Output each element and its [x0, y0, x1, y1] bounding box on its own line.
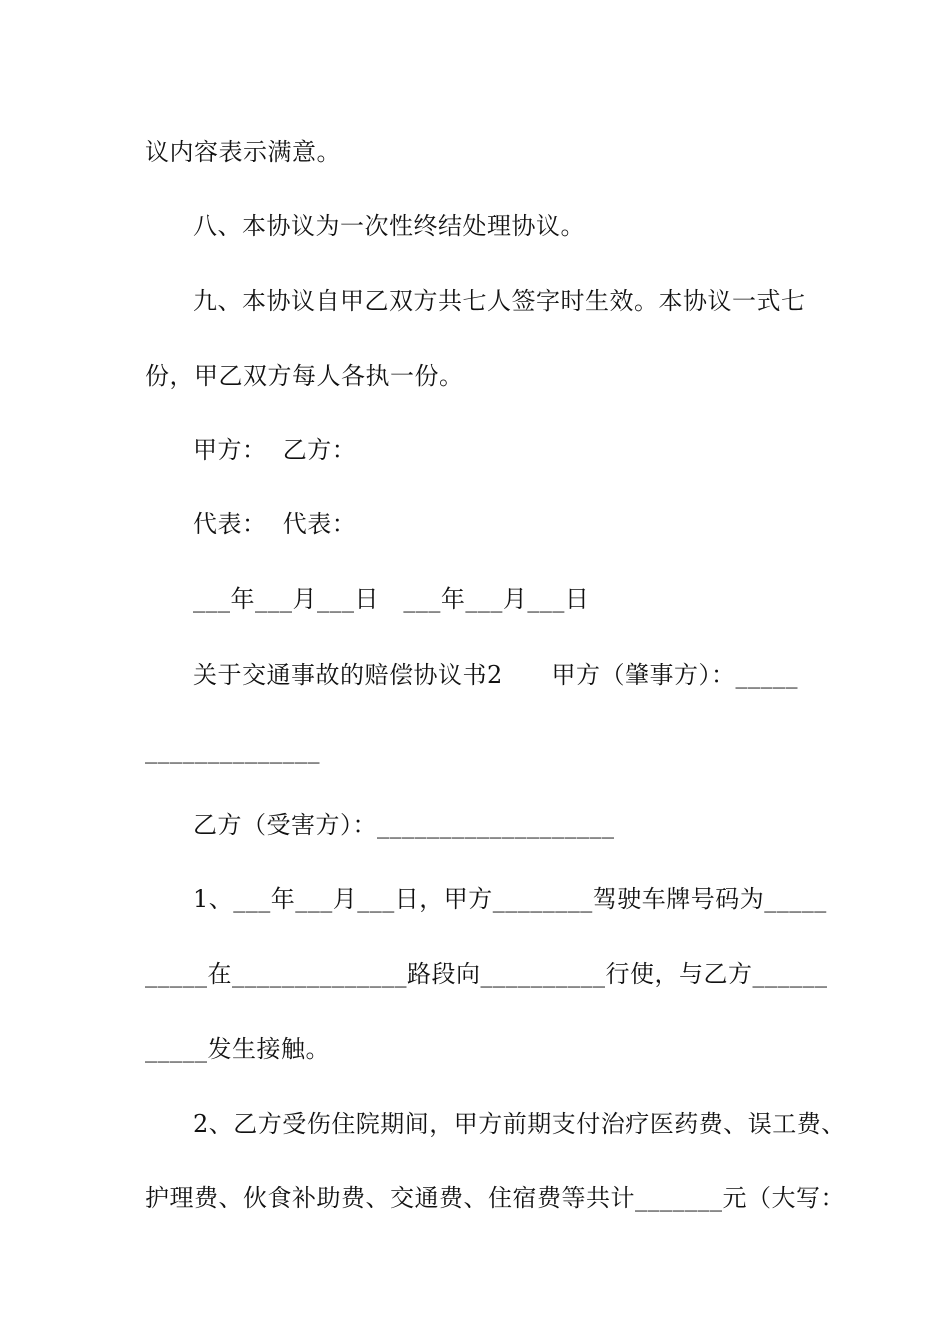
representative-labels: 代表： 代表：	[193, 510, 357, 538]
clause-2: 2、乙方受伤住院期间，甲方前期支付治疗医药费、误工费、	[193, 1110, 846, 1138]
party-labels: 甲方： 乙方：	[193, 436, 357, 464]
text-line: _____在______________路段向__________行使，与乙方______	[145, 960, 828, 988]
agreement-title-line: 关于交通事故的赔偿协议书2 甲方（肇事方）：_____	[193, 661, 799, 689]
date-blanks: ___年___月___日 ___年___月___日	[193, 585, 590, 613]
text-line: _____发生接触。	[145, 1035, 330, 1063]
text-line: 议内容表示满意。	[145, 138, 341, 166]
clause-1: 1、___年___月___日，甲方________驾驶车牌号码为_____	[193, 885, 827, 913]
party-b-line: 乙方（受害方）：___________________	[193, 811, 615, 839]
clause-9: 九、本协议自甲乙双方共七人签字时生效。本协议一式七	[193, 287, 806, 315]
text-line: 护理费、伙食补助费、交通费、住宿费等共计_______元（大写：	[145, 1184, 845, 1212]
blank-line: ______________	[145, 736, 320, 764]
clause-8: 八、本协议为一次性终结处理协议。	[193, 212, 585, 240]
text-line: 份，甲乙双方每人各执一份。	[145, 362, 464, 390]
